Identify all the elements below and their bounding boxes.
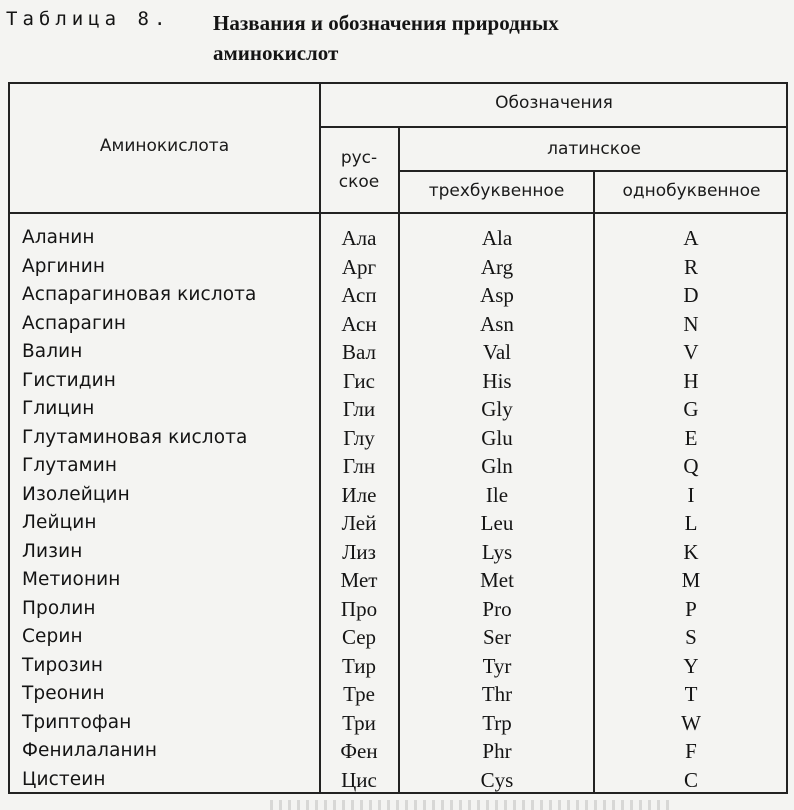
latin-one-letter: D xyxy=(683,283,699,307)
aminoacid-name: Фенилаланин xyxy=(22,740,158,761)
header-russian-line1: рус- xyxy=(340,148,378,168)
latin-one-letter: Q xyxy=(683,454,699,478)
aminoacid-name: Аспарагин xyxy=(22,312,127,334)
latin-three-letter: Ala xyxy=(481,226,513,250)
aminoacid-name: Глицин xyxy=(22,398,95,419)
latin-three-letter: Phr xyxy=(482,739,512,763)
latin-three-letter: Val xyxy=(483,340,511,364)
russian-code: Тир xyxy=(341,653,377,678)
table-row xyxy=(10,481,786,510)
latin-three-letter: His xyxy=(482,368,512,393)
russian-code: Арг xyxy=(341,254,377,279)
latin-one-letter: L xyxy=(684,511,698,535)
table-title xyxy=(213,8,713,68)
russian-code: Три xyxy=(342,710,376,735)
latin-one-letter: G xyxy=(683,397,699,421)
aminoacid-name: Аргинин xyxy=(22,255,106,277)
header-latin: латинское xyxy=(547,139,641,159)
table-number: Таблица 8. xyxy=(6,8,171,30)
latin-three-letter: Ile xyxy=(485,482,509,507)
latin-three-letter: Leu xyxy=(480,511,514,535)
russian-code: Глн xyxy=(342,454,376,478)
russian-code: Гли xyxy=(342,397,376,421)
latin-one-letter: I xyxy=(687,482,695,507)
latin-three-letter: Arg xyxy=(480,254,514,279)
table-row xyxy=(10,310,786,339)
table-row xyxy=(10,766,786,795)
russian-code: Про xyxy=(340,596,378,621)
table-title-line2: аминокислот xyxy=(213,41,339,65)
header-russian xyxy=(320,146,398,194)
aminoacid-name: Серин xyxy=(22,626,83,647)
table-row xyxy=(10,623,786,652)
latin-one-letter: P xyxy=(685,596,697,621)
aminoacid-name: Пролин xyxy=(22,597,96,619)
aminoacid-name: Глутаминовая кислота xyxy=(22,426,248,448)
latin-one-letter: S xyxy=(685,625,697,649)
aminoacid-name: Треонин xyxy=(22,683,105,704)
aminoacid-name: Лизин xyxy=(22,540,83,562)
aminoacid-name: Лейцин xyxy=(22,512,97,533)
russian-code: Ала xyxy=(341,226,377,250)
table-row xyxy=(10,680,786,709)
table-row xyxy=(10,224,786,253)
table-row xyxy=(10,395,786,424)
russian-code: Сер xyxy=(341,625,377,649)
header-three-letter: трехбуквенное xyxy=(428,181,565,201)
latin-one-letter: E xyxy=(684,425,698,450)
latin-one-letter: V xyxy=(683,340,699,364)
table-row xyxy=(10,652,786,681)
latin-three-letter: Gln xyxy=(481,454,513,478)
table-row xyxy=(10,538,786,567)
scan-edge-artifact xyxy=(270,800,670,810)
russian-code: Асн xyxy=(341,311,377,336)
header-designations: Обозначения xyxy=(495,93,613,113)
latin-one-letter: T xyxy=(684,682,698,706)
russian-code: Вал xyxy=(342,340,376,364)
table-row xyxy=(10,737,786,766)
latin-one-letter: Y xyxy=(683,653,699,678)
russian-code: Асп xyxy=(341,283,377,307)
header-russian-line2: ское xyxy=(338,172,380,192)
russian-code: Глу xyxy=(343,425,375,450)
header-one-letter: однобуквенное xyxy=(622,181,761,201)
divider-latin xyxy=(398,170,788,172)
latin-three-letter: Glu xyxy=(481,425,513,450)
aminoacid-name: Цистеин xyxy=(22,768,106,790)
latin-one-letter: F xyxy=(685,739,697,763)
aminoacid-name: Аспарагиновая кислота xyxy=(22,284,257,305)
latin-three-letter: Asp xyxy=(480,283,514,307)
table-row xyxy=(10,367,786,396)
aminoacid-name: Метионин xyxy=(22,569,121,590)
latin-three-letter: Tyr xyxy=(482,653,512,678)
latin-one-letter: A xyxy=(683,226,699,250)
latin-three-letter: Pro xyxy=(482,596,512,621)
latin-three-letter: Thr xyxy=(481,682,513,706)
table-row xyxy=(10,595,786,624)
table-title-line1: Названия и обозначения природных xyxy=(213,11,559,35)
aminoacid-name: Глутамин xyxy=(22,455,118,476)
russian-code: Лей xyxy=(341,511,377,535)
latin-one-letter: M xyxy=(681,568,701,592)
latin-one-letter: K xyxy=(683,539,699,564)
russian-code: Иле xyxy=(341,482,377,507)
russian-code: Тре xyxy=(343,682,375,706)
table-row xyxy=(10,566,786,595)
aminoacid-name: Аланин xyxy=(22,227,95,248)
table-row xyxy=(10,509,786,538)
aminoacid-name: Изолейцин xyxy=(22,483,130,505)
header-aminoacid: Аминокислота xyxy=(99,136,230,156)
latin-three-letter: Lys xyxy=(481,539,513,564)
latin-one-letter: W xyxy=(681,710,701,735)
latin-three-letter: Cys xyxy=(480,767,514,792)
table-row xyxy=(10,338,786,367)
russian-code: Мет xyxy=(340,568,378,592)
aminoacid-name: Валин xyxy=(22,341,83,362)
table-row xyxy=(10,424,786,453)
russian-code: Гис xyxy=(343,368,375,393)
table-row xyxy=(10,253,786,282)
table-row xyxy=(10,452,786,481)
table-row xyxy=(10,709,786,738)
latin-three-letter: Met xyxy=(480,568,514,592)
aminoacid-name: Гистидин xyxy=(22,369,116,391)
aminoacid-name: Триптофан xyxy=(22,711,132,733)
aminoacid-name: Тирозин xyxy=(22,654,104,676)
divider-header-body xyxy=(10,212,786,214)
russian-code: Лиз xyxy=(342,539,376,564)
russian-code: Цис xyxy=(341,767,377,792)
latin-three-letter: Gly xyxy=(481,397,513,421)
latin-one-letter: H xyxy=(683,368,699,393)
latin-one-letter: R xyxy=(683,254,698,279)
latin-three-letter: Asn xyxy=(480,311,514,336)
aminoacid-table xyxy=(8,82,788,794)
latin-one-letter: C xyxy=(683,767,698,792)
latin-one-letter: N xyxy=(683,311,699,336)
divider-designations xyxy=(319,126,788,128)
latin-three-letter: Ser xyxy=(483,625,511,649)
latin-three-letter: Trp xyxy=(482,710,512,735)
russian-code: Фен xyxy=(340,739,378,763)
table-row xyxy=(10,281,786,310)
